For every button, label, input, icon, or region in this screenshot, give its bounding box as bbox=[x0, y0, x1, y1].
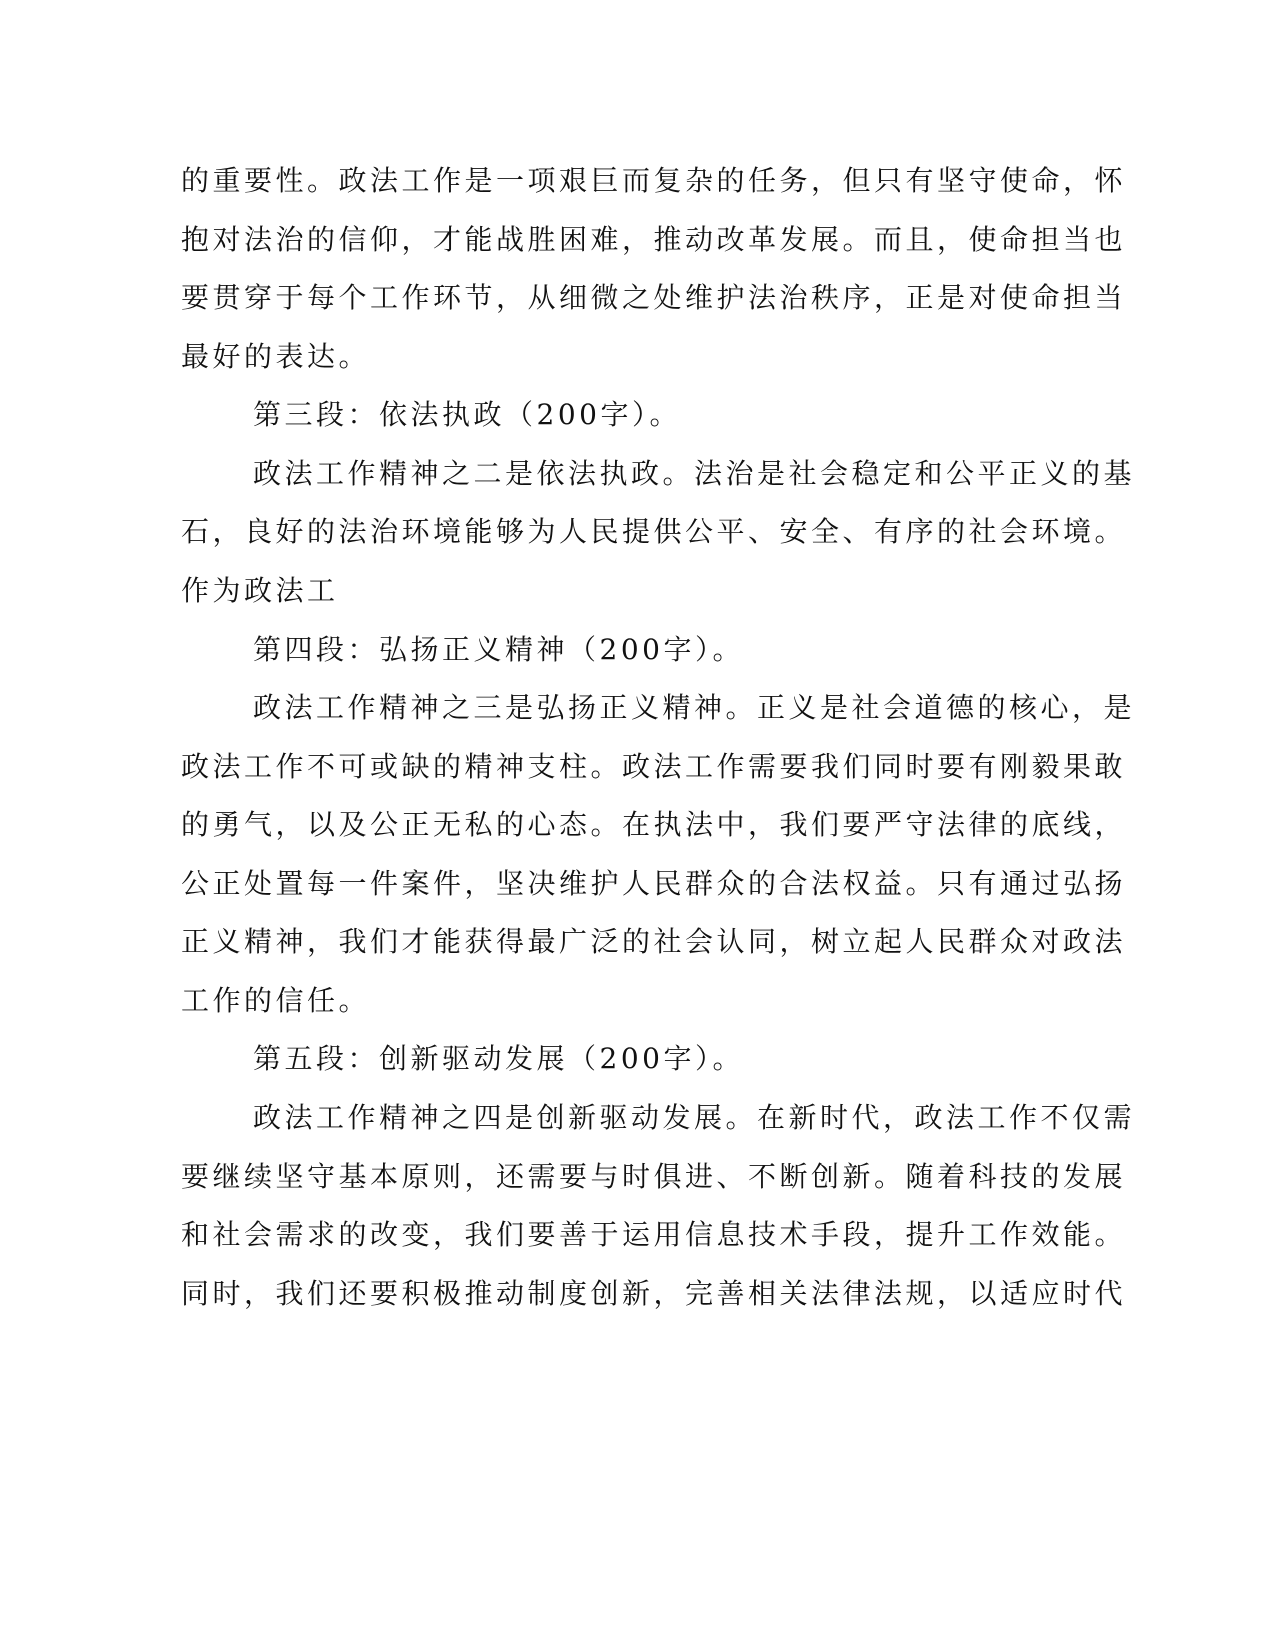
text-line: 政法工作精神之四是创新驱动发展。在新时代，政法工作不仅需 bbox=[253, 1101, 1136, 1134]
text-line: 同时，我们还要积极推动制度创新，完善相关法律法规，以适应时代 bbox=[181, 1277, 1127, 1310]
text-line: 政法工作不可或缺的精神支柱。政法工作需要我们同时要有刚毅果敢 bbox=[181, 750, 1127, 783]
text-line: 的重要性。政法工作是一项艰巨而复杂的任务，但只有坚守使命，怀 bbox=[181, 164, 1127, 197]
text-line: 和社会需求的改变，我们要善于运用信息技术手段，提升工作效能。 bbox=[181, 1218, 1127, 1251]
section-heading-4: 第四段：弘扬正义精神（200字）。 bbox=[253, 633, 744, 666]
text-line: 要继续坚守基本原则，还需要与时俱进、不断创新。随着科技的发展 bbox=[181, 1160, 1127, 1193]
text-line: 工作的信任。 bbox=[181, 984, 371, 1017]
text-line: 政法工作精神之三是弘扬正义精神。正义是社会道德的核心，是 bbox=[253, 691, 1136, 724]
text-line: 石，良好的法治环境能够为人民提供公平、安全、有序的社会环境。 bbox=[181, 515, 1127, 548]
text-line: 抱对法治的信仰，才能战胜困难，推动改革发展。而且，使命担当也 bbox=[181, 223, 1127, 256]
text-line: 正义精神，我们才能获得最广泛的社会认同，树立起人民群众对政法 bbox=[181, 925, 1127, 958]
text-line: 的勇气，以及公正无私的心态。在执法中，我们要严守法律的底线， bbox=[181, 808, 1127, 841]
text-line: 要贯穿于每个工作环节，从细微之处维护法治秩序，正是对使命担当 bbox=[181, 281, 1127, 314]
section-heading-3: 第三段：依法执政（200字）。 bbox=[253, 398, 681, 431]
text-line: 政法工作精神之二是依法执政。法治是社会稳定和公平正义的基 bbox=[253, 457, 1136, 490]
section-heading-5: 第五段：创新驱动发展（200字）。 bbox=[253, 1042, 744, 1075]
text-line: 作为政法工 bbox=[181, 574, 339, 607]
text-line: 最好的表达。 bbox=[181, 340, 371, 373]
text-line: 公正处置每一件案件，坚决维护人民群众的合法权益。只有通过弘扬 bbox=[181, 867, 1127, 900]
